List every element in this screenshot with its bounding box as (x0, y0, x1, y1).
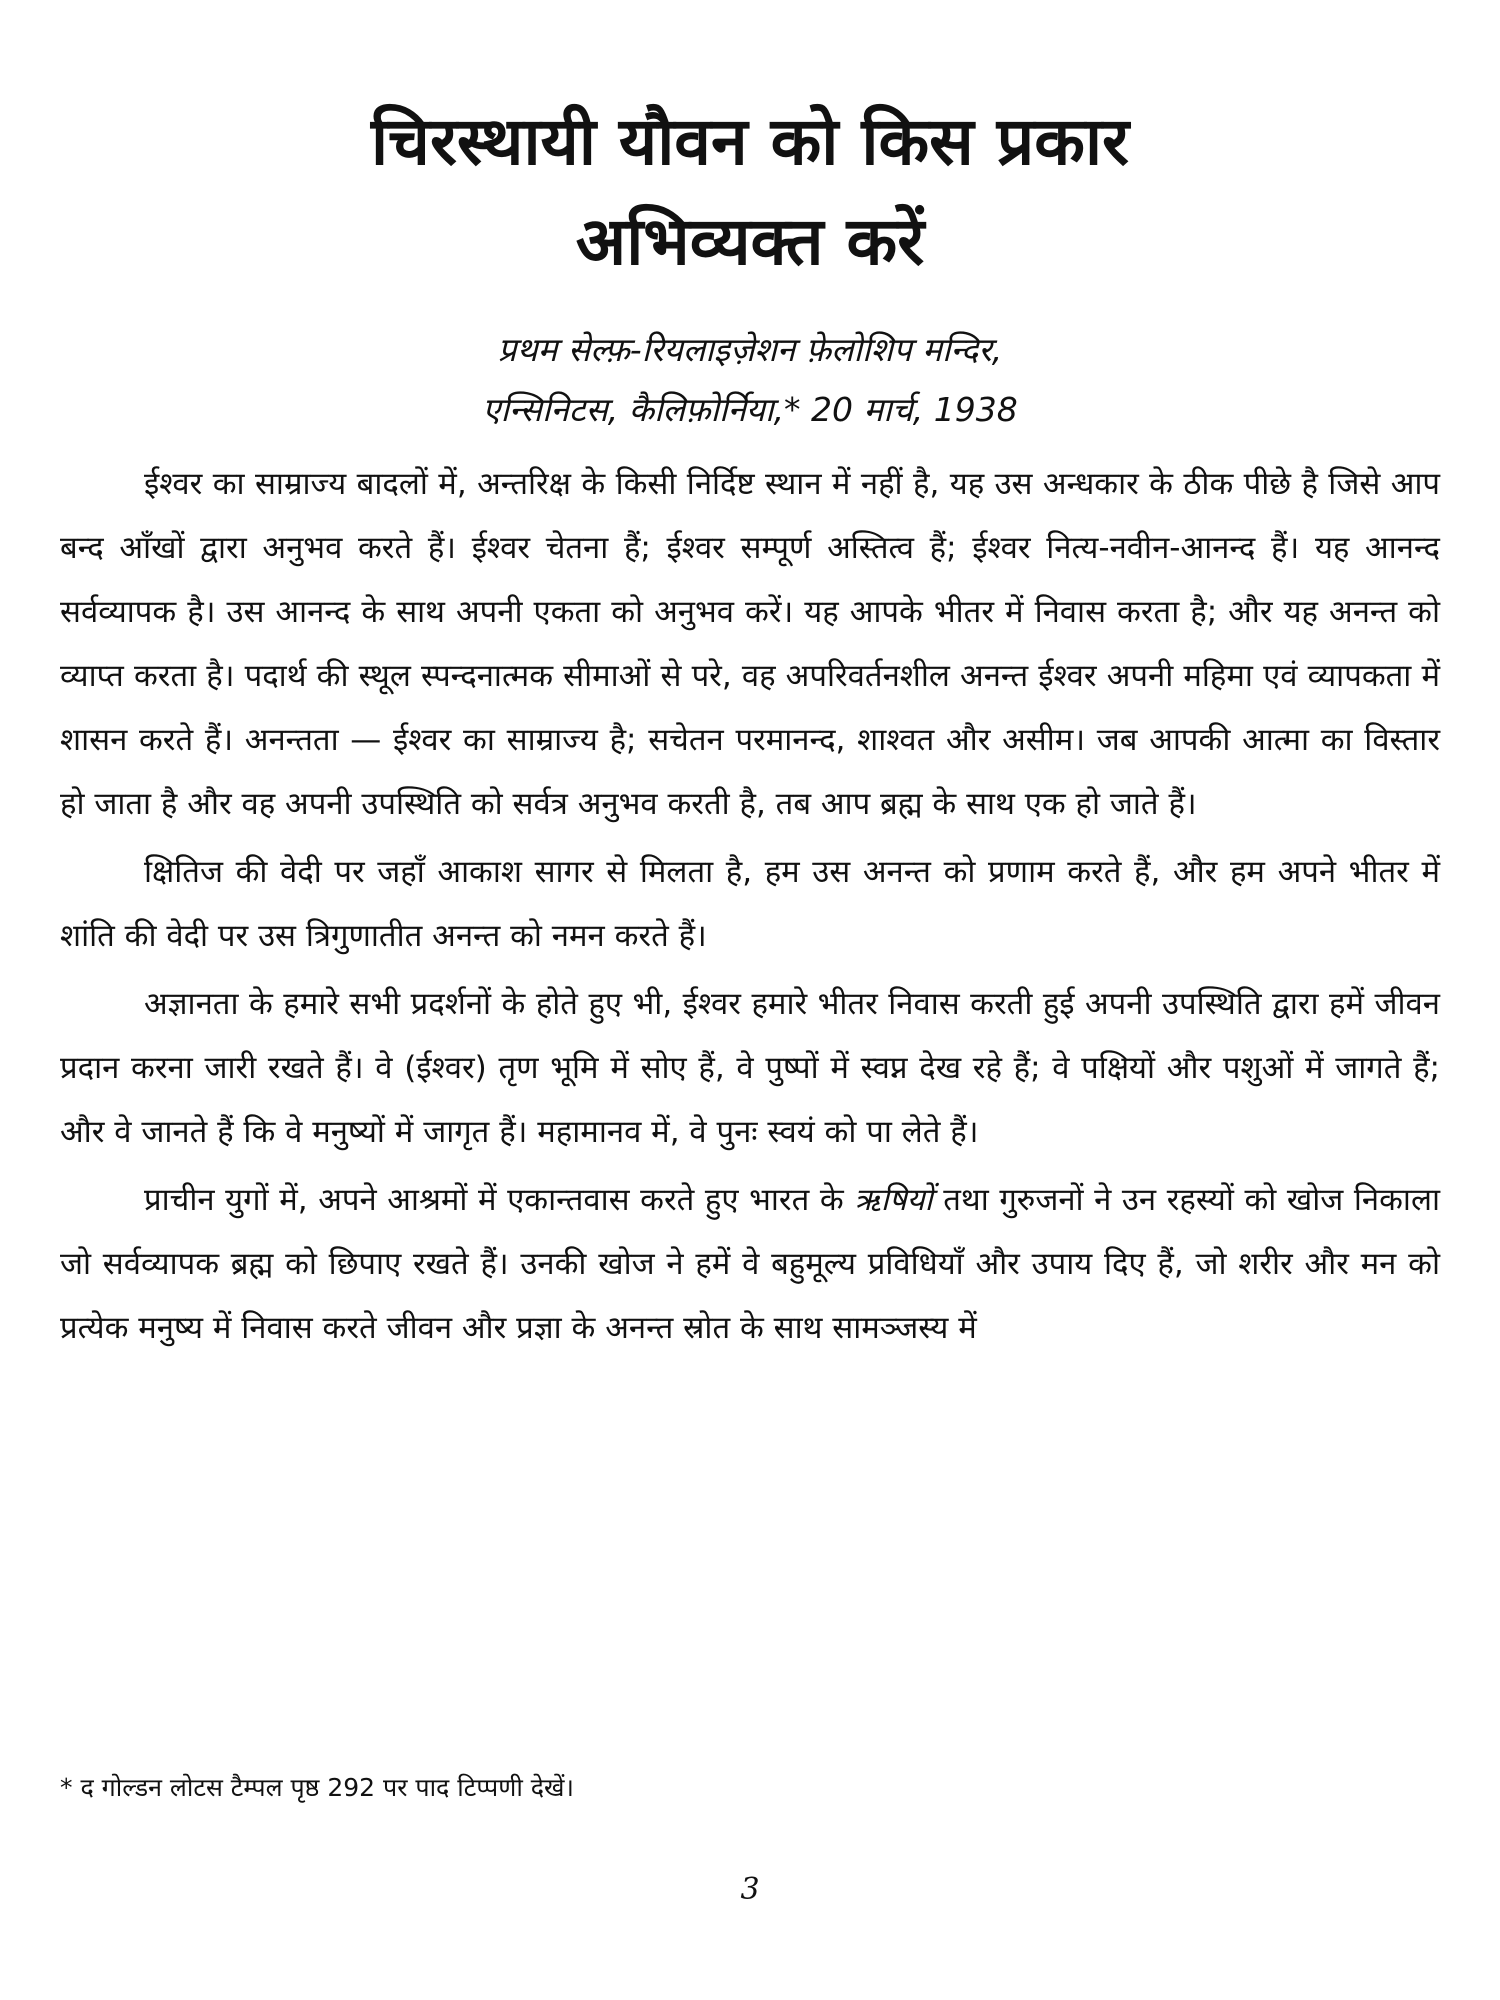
chapter-title-line-1: चिरस्थायी यौवन को किस प्रकार (370, 103, 1130, 180)
paragraph-4-start: प्राचीन युगों में, अपने आश्रमों में एकान्तवास करते हुए भारत के (144, 1182, 855, 1218)
footnote: * द गोल्डन लोटस टैम्पल पृष्ठ 292 पर पाद टिप्पणी देखें। (60, 1773, 574, 1802)
paragraph-3: अज्ञानता के हमारे सभी प्रदर्शनों के होते हुए भी, ईश्वर हमारे भीतर निवास करती हुई अपनी उपस्थिति द्वारा हमें जीवन प्रदान करना जारी रखते हैं। वे (ईश्वर) तृण भूमि में सोए हैं, वे पुष्पों में स्वप्न देख रहे हैं; वे पक्षियों और पशुओं में जागते हैं; और वे जानते हैं कि वे मनुष्यों में जागृत हैं। महामानव में, वे पुनः स्वयं को पा लेते हैं। (60, 986, 1440, 1150)
chapter-title (150, 92, 1350, 292)
chapter-title-line-2: अभिव्यक्त करें (575, 203, 925, 280)
body-text (60, 452, 1440, 1364)
paragraph-4 (60, 1168, 1440, 1360)
paragraph-1: ईश्वर का साम्राज्य बादलों में, अन्तरिक्ष के किसी निर्दिष्ट स्थान में नहीं है, यह उस अन्धकार के ठीक पीछे है जिसे आप बन्द आँखों द्वारा अनुभव करते हैं। ईश्वर चेतना हैं; ईश्वर सम्पूर्ण अस्तित्व हैं; ईश्वर नित्य-नवीन-आनन्द हैं। यह आनन्द सर्वव्यापक है। उस आनन्द के साथ अपनी एकता को अनुभव करें। यह आपके भीतर में निवास करता है; और यह अनन्त को व्याप्त करता है। पदार्थ की स्थूल स्पन्दनात्मक सीमाओं से परे, वह अपरिवर्तनशील अनन्त ईश्वर अपनी महिमा एवं व्यापकता में शासन करते हैं। अनन्तता — ईश्वर का साम्राज्य है; सचेतन परमानन्द, शाश्वत और असीम। जब आपकी आत्मा का विस्तार हो जाता है और वह अपनी उपस्थिति को सर्वत्र अनुभव करती है, तब आप ब्रह्म के साथ एक हो जाते हैं। (60, 466, 1440, 822)
page-number: 3 (740, 1872, 760, 1907)
paragraph-4-end: तथा गुरुजनों ने उन रहस्यों को खोज निकाला जो सर्वव्यापक ब्रह्म को छिपाए रखते हैं। उनकी खोज ने हमें वे बहुमूल्य प्रविधियाँ और उपाय दिए हैं, जो शरीर और मन को प्रत्येक मनुष्य में निवास करते जीवन और प्रज्ञा के अनन्त स्रोत के साथ सामञ्जस्य में (60, 1182, 1441, 1346)
subtitle-line-2: एन्सिनिटस, कैलिफ़ोर्निया,* 20 मार्च, 1938 (482, 390, 1018, 429)
subtitle-line-1: प्रथम सेल्फ़-रियलाइज़ेशन फ़ेलोशिप मन्दिर, (497, 330, 1003, 369)
paragraph-2: क्षितिज की वेदी पर जहाँ आकाश सागर से मिलता है, हम उस अनन्त को प्रणाम करते हैं, और हम अपने भीतर में शांति की वेदी पर उस त्रिगुणातीत अनन्त को नमन करते हैं। (60, 854, 1440, 954)
chapter-subtitle (150, 320, 1350, 440)
paragraph-4-emphasis: ऋषियों (854, 1182, 933, 1218)
